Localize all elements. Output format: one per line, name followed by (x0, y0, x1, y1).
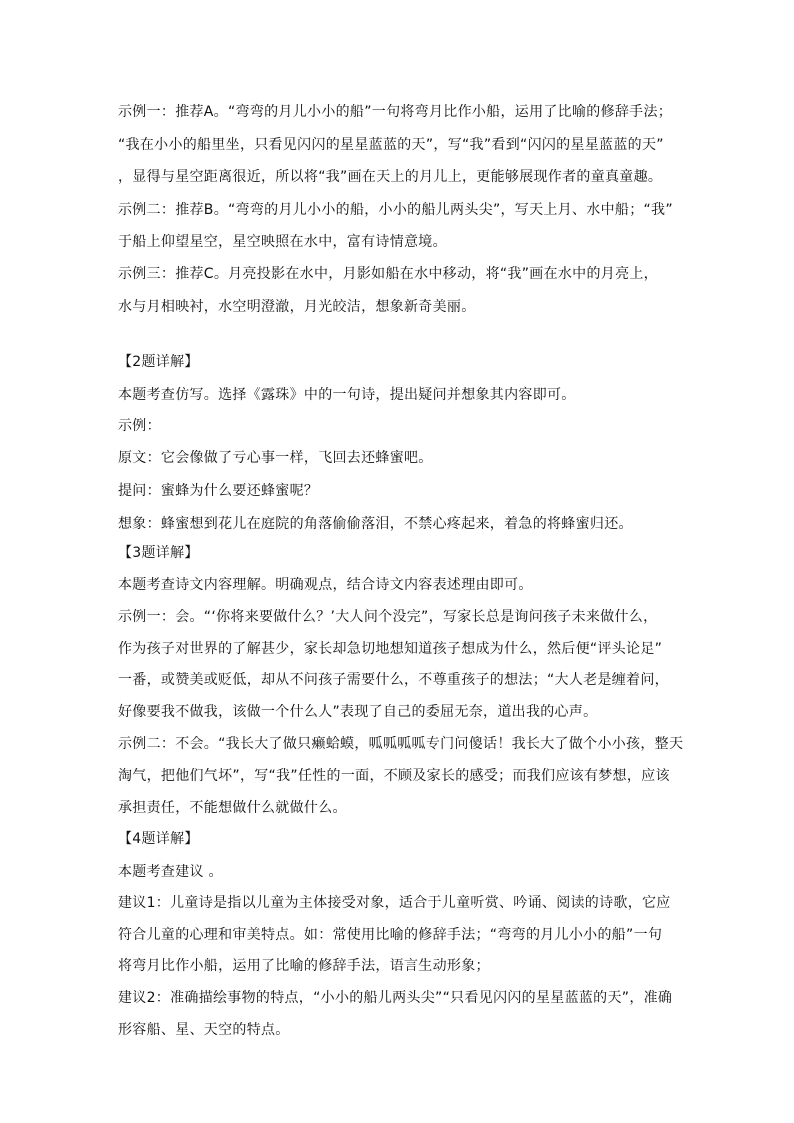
text-line: 形容船、星、天空的特点。 (118, 1022, 290, 1038)
text-line: 一番，或赞美或贬低，却从不问孩子需要什么，不尊重孩子的想法；“大人老是缠着问， (118, 672, 669, 688)
text-line: 本题考查仿写。选择《露珠》中的一句诗，提出疑问并想象其内容即可。 (118, 387, 576, 403)
text-line: 示例一：会。“‘你将来要做什么？’大人问个没完”，写家长总是询问孩子未来做什么， (118, 609, 658, 625)
text-line: 建议1：儿童诗是指以儿童为主体接受对象，适合于儿童听赏、吟诵、阅读的诗歌，它应 (118, 895, 671, 911)
text-line: 原文：它会像做了亏心事一样，飞回去还蜂蜜吧。 (118, 450, 433, 466)
text-line: 好像要我不做我，该做一个什么人”表现了自己的委屈无奈，道出我的心声。 (118, 704, 598, 720)
text-line: 将弯月比作小船，运用了比喻的修辞手法，语言生动形象； (118, 958, 490, 974)
text-line: 本题考查建议 。 (118, 864, 223, 880)
text-line: 示例二：不会。“我长大了做只癞蛤蟆，呱呱呱呱专门问傻话！我长大了做个小小孩，整天 (118, 736, 684, 752)
text-line: 符合儿童的心理和审美特点。如：常使用比喻的修辞手法；“弯弯的月儿小小的船”一句 (118, 927, 663, 943)
text-line: 水与月相映衬，水空明澄澈，月光皎洁，想象新奇美丽。 (118, 299, 476, 315)
text-line: 提问：蜜蜂为什么要还蜂蜜呢？ (118, 483, 319, 499)
section-heading: 【2题详解】 (118, 354, 199, 370)
text-line: ，显得与星空距离很近，所以将“我”画在天上的月儿上，更能够展现作者的童真童趣。 (118, 169, 663, 185)
text-line: 淘气，把他们气坏”，写“我”任性的一面，不顾及家长的感受；而我们应该有梦想，应该 (118, 768, 670, 784)
text-line: 承担责任，不能想做什么就做什么。 (118, 800, 347, 816)
text-line: 于船上仰望星空，星空映照在水中，富有诗情意境。 (118, 234, 447, 250)
section-heading: 【4题详解】 (118, 831, 199, 847)
text-line: 示例二：推荐B。“弯弯的月儿小小的船，小小的船儿两头尖”，写天上月、水中船；“我” (118, 202, 673, 218)
text-line: 示例一：推荐A。“弯弯的月儿小小的船”一句将弯月比作小船，运用了比喻的修辞手法； (118, 104, 673, 120)
text-line: 作为孩子对世界的了解甚少，家长却急切地想知道孩子想成为什么，然后便“评头论足” (118, 641, 663, 657)
text-line: 本题考查诗文内容理解。明确观点，结合诗文内容表述理由即可。 (118, 577, 533, 593)
text-line: 示例三：推荐C。月亮投影在水中，月影如船在水中移动，将“我”画在水中的月亮上， (118, 266, 658, 282)
section-heading: 【3题详解】 (118, 545, 199, 561)
text-line: 想象：蜂蜜想到花儿在庭院的角落偷偷落泪，不禁心疼起来，着急的将蜂蜜归还。 (118, 516, 633, 532)
text-line: “我在小小的船里坐，只看见闪闪的星星蓝蓝的天”，写“我”看到“闪闪的星星蓝蓝的天” (118, 137, 664, 153)
text-line: 示例： (118, 418, 161, 434)
text-line: 建议2：准确描绘事物的特点，“小小的船儿两头尖”“只看见闪闪的星星蓝蓝的天”，准确 (118, 990, 673, 1006)
